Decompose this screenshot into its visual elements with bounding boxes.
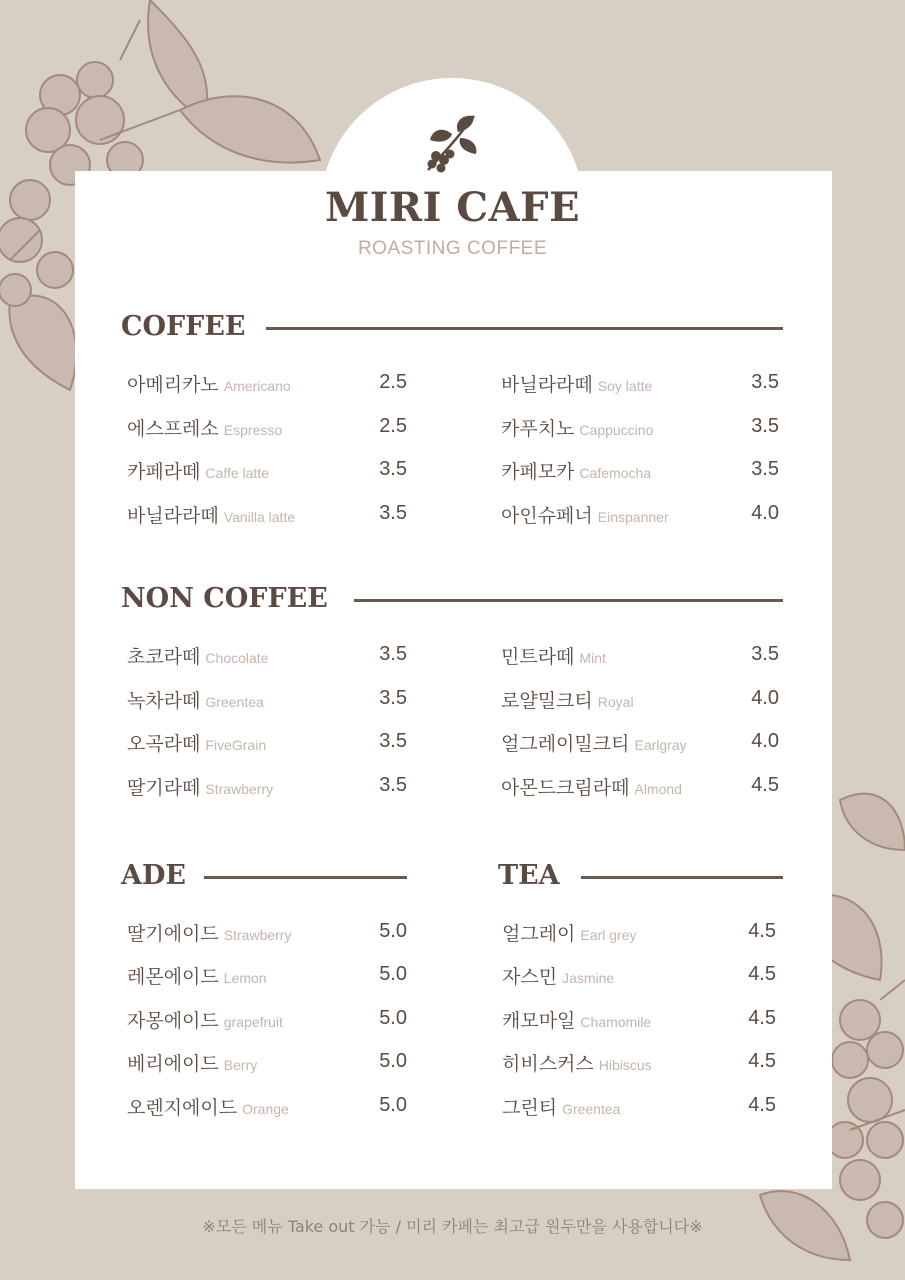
menu-item: 얼그레이밀크티 Earlgray 4.0 <box>501 730 779 755</box>
menu-item: 자스민 Jasmine 4.5 <box>502 963 776 988</box>
menu-item: 카페모카 Cafemocha 3.5 <box>501 458 779 483</box>
section-divider <box>354 599 783 602</box>
menu-item: 히비스커스 Hibiscus 4.5 <box>502 1050 776 1075</box>
menu-item: 딸기에이드 Strawberry 5.0 <box>127 920 407 945</box>
menu-item: 에스프레소 Espresso 2.5 <box>127 415 407 440</box>
cafe-name: MIRI CAFE <box>324 184 581 231</box>
coffee-branch-icon <box>414 108 484 178</box>
menu-item: 초코라떼 Chocolate 3.5 <box>127 643 407 668</box>
menu-item: 녹차라떼 Greentea 3.5 <box>127 687 407 712</box>
section-title-non-coffee: NON COFFEE <box>121 583 328 614</box>
section-title-ade: ADE <box>121 860 186 891</box>
menu-item: 자몽에이드 grapefruit 5.0 <box>127 1007 407 1032</box>
cafe-tagline: ROASTING COFFEE <box>357 238 548 259</box>
menu-item: 로얄밀크티 Royal 4.0 <box>501 687 779 712</box>
menu-item: 바닐라라떼 Vanilla latte 3.5 <box>127 502 407 527</box>
section-title-coffee: COFFEE <box>121 311 246 342</box>
menu-item: 캐모마일 Chamomile 4.5 <box>502 1007 776 1032</box>
menu-item: 베리에이드 Berry 5.0 <box>127 1050 407 1075</box>
menu-item: 딸기라떼 Strawberry 3.5 <box>127 774 407 799</box>
menu-item: 그린티 Greentea 4.5 <box>502 1094 776 1119</box>
menu-item: 아인슈페너 Einspanner 4.0 <box>501 502 779 527</box>
menu-item: 바닐라라떼 Soy latte 3.5 <box>501 371 779 396</box>
menu-item: 카페라떼 Caffe latte 3.5 <box>127 458 407 483</box>
menu-item: 아몬드크림라떼 Almond 4.5 <box>501 774 779 799</box>
footer-note: ※모든 메뉴 Take out 가능 / 미리 카페는 최고급 원두만을 사용합니다※ <box>202 1217 703 1236</box>
menu-item: 카푸치노 Cappuccino 3.5 <box>501 415 779 440</box>
menu-item: 아메리카노 Americano 2.5 <box>127 371 407 396</box>
section-divider <box>266 327 783 330</box>
section-divider <box>204 876 407 879</box>
menu-item: 얼그레이 Earl grey 4.5 <box>502 920 776 945</box>
section-title-tea: TEA <box>498 860 560 891</box>
menu-item: 레몬에이드 Lemon 5.0 <box>127 963 407 988</box>
menu-item: 오곡라떼 FiveGrain 3.5 <box>127 730 407 755</box>
section-divider <box>581 876 783 879</box>
menu-item: 민트라떼 Mint 3.5 <box>501 643 779 668</box>
menu-item: 오렌지에이드 Orange 5.0 <box>127 1094 407 1119</box>
